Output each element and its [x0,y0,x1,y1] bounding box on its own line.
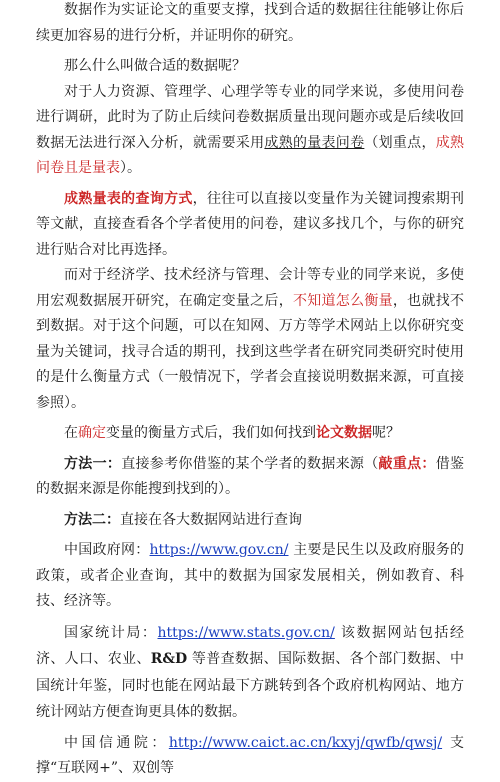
scale-query-heading: 成熟量表的查询方式 [64,190,193,207]
method-1-red-bold: 敲重点： [378,455,436,472]
gov-url-link[interactable]: https://www.gov.cn/ [149,542,289,558]
paragraph-economics [36,263,464,416]
emphasis-red-text: 成熟问卷且是量表 [36,134,465,176]
emphasis-paren: （划重点， [364,134,436,151]
gov-label: 中国政府网： [64,542,150,558]
how-text-1: 在 [64,425,78,441]
method-2-label: 方法二： [64,511,120,528]
caict-url-link[interactable]: http://www.caict.ac.cn/kxyj/qwfb/qwsj/ [168,734,443,751]
stats-label: 国家统计局： [64,624,158,641]
scale-query-text: ，往往可以直接以变量作为关键词搜索期刊等文献，直接查看各个学者使用的问卷，建议多找几个，与你的研究进行贴合对比再选择。 [36,190,465,258]
how-red-1: 确定 [78,425,106,441]
paragraph-method-1 [36,452,464,503]
stats-url-link[interactable]: https://www.stats.gov.cn/ [157,624,335,641]
paragraph-gov-site [36,538,464,615]
paragraph-questionnaire [36,80,464,182]
method-2-text: 直接在各大数据网站进行查询 [120,511,302,528]
method-1-text: 直接参考你借鉴的某个学者的数据来源（ [121,455,379,472]
question-text: 那么什么叫做合适的数据呢？ [64,58,246,74]
economics-red-text: 不知道怎么衡量 [292,292,393,309]
emphasis-end: ）。 [120,160,141,176]
stats-text-2: 等普查数据、国际数据、各个部门数据、中国统计年鉴，同时也能在网站最下方跳转到各个政府机构网站、地方统计网站方便查询更具体的数据。 [36,651,464,720]
mature-scale-link[interactable]: 成熟的量表问卷 [264,134,365,151]
gov-text: 主要是民生以及政府服务的政策，或者企业查询，其中的数据为国家发展相关，例如教育、科技、经济等。 [36,542,465,609]
paragraph-how-to-find [36,421,464,447]
economics-text-2: ，也就找不到数据。对于这个问题，可以在知网、万方等学术网站上以你研究变量为关键词，找寻合适的期刊，找到这些学者在研究同类研究时使用的是什么衡量方式（一般情况下，学者会直接说明数据来源，可直接参照）。 [36,292,465,411]
stats-rd: R&D [150,651,188,667]
caict-label: 中国信通院： [64,734,169,751]
questionnaire-text: 对于人力资源、管理学、心理学等专业的同学来说，多使用问卷进行调研，此时为了防止后续问卷数据质量出现问题亦或是后续收回数据无法进行深入分析，就需要采用 [36,83,464,151]
caict-text: 支撑“互联网+”、双创等 [36,734,464,776]
method-1-label: 方法一： [64,455,122,472]
paragraph-intro [36,0,464,49]
how-text-2: 变量的衡量方式后，我们如何找到 [106,425,316,441]
paragraph-question [36,54,464,80]
stats-text-1: 该数据网站包括经济、人口、农业、 [36,624,465,667]
method-1-text-2: 借鉴的数据来源是你能搜到找到的）。 [36,455,465,497]
paragraph-scale-query [36,187,464,264]
paragraph-method-2 [36,508,464,534]
paragraph-stats-site [36,620,464,726]
how-red-bold: 论文数据 [316,425,372,441]
paragraph-caict-site [36,731,464,782]
how-text-3: 呢？ [372,425,400,441]
document-body [36,0,464,782]
intro-text: 数据作为实证论文的重要支撑，找到合适的数据往往能够让你后续更加容易的进行分析，并证明你的研究。 [36,2,464,44]
economics-text-1: 而对于经济学、技术经济与管理、会计等专业的同学来说，多使用宏观数据展开研究，在确定变量之后， [36,267,464,309]
